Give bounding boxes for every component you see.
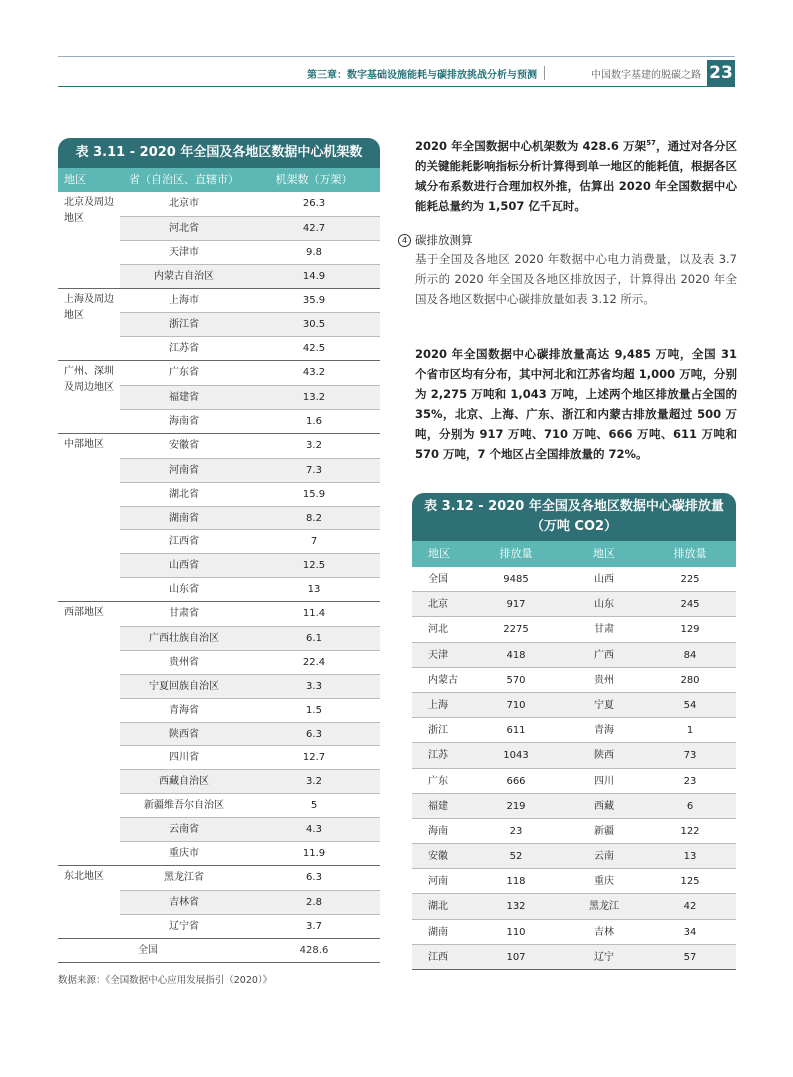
region-cell: 重庆 [594, 876, 614, 888]
province-cell: 山西省 [169, 560, 199, 572]
emission-cell: 1043 [503, 750, 529, 762]
region-group [58, 602, 380, 866]
rack-count-cell: 13.2 [302, 392, 326, 404]
rack-count-cell: 42.5 [302, 343, 326, 355]
region-cell: 海南 [428, 825, 448, 837]
table-row [120, 192, 380, 216]
table-row [120, 553, 380, 577]
table-3-12-body [412, 567, 736, 970]
region-cell: 湖南 [428, 926, 448, 938]
table-row [120, 841, 380, 865]
page-header [58, 60, 735, 86]
table-row [120, 385, 380, 409]
emission-cell: 122 [680, 825, 700, 837]
province-cell: 甘肃省 [169, 608, 199, 620]
region-name: 北京及周边地区 [64, 197, 114, 224]
emission-cell: 52 [509, 851, 523, 863]
emission-cell: 107 [506, 951, 526, 963]
table-row [120, 506, 380, 530]
table-row [120, 650, 380, 674]
rack-count-cell: 11.4 [302, 608, 326, 620]
province-cell: 江苏省 [169, 343, 199, 355]
rack-count-cell: 35.9 [302, 294, 326, 306]
rack-count-cell: 26.3 [302, 198, 326, 209]
province-cell: 河北省 [169, 222, 199, 234]
province-cell: 河南省 [169, 464, 199, 476]
table-row [412, 945, 736, 970]
region-rows [120, 866, 380, 938]
table-3-11-header [58, 168, 380, 192]
column-header-region-2: 地区 [593, 547, 615, 560]
rack-count-cell: 22.4 [302, 656, 326, 668]
emission-cell: 2275 [503, 624, 529, 636]
rack-count-cell: 1.6 [306, 416, 322, 428]
table-row [412, 693, 736, 718]
emission-cell: 666 [506, 775, 526, 787]
province-cell: 内蒙古自治区 [154, 270, 214, 282]
rack-count-cell: 1.5 [306, 704, 322, 716]
subsection-heading [398, 232, 473, 248]
table-row [120, 914, 380, 938]
rack-count-cell: 3.2 [306, 776, 322, 788]
footnote-ref: 57 [646, 139, 656, 147]
region-cell: 新疆 [594, 825, 614, 837]
province-cell: 新疆维吾尔自治区 [144, 800, 224, 812]
table-row [120, 336, 380, 360]
emission-cell: 54 [683, 699, 697, 711]
paragraph-carbon-results: 2020 年全国数据中心碳排放量高达 9,485 万吨，全国 31 个省市区均有分布，其中河北和江苏省均超 1,000 万吨，分别为 2,275 万吨和 1,043 万吨，上述两个地区排放量占全国的 35%，北京、上海、广东、浙江和内蒙古排放量超过 500 万吨，分别为 917 万吨、710 万吨、666 万吨、611 万吨和 570 万吨，7 个地区占全国排放量的 72%。 [415, 347, 737, 461]
rack-count-cell: 3.3 [306, 680, 322, 692]
province-cell: 吉林省 [169, 896, 199, 908]
table-row [120, 240, 380, 264]
region-cell: 天津 [428, 649, 448, 661]
province-cell: 山东省 [169, 584, 199, 596]
rack-count-cell: 8.2 [306, 512, 322, 524]
rack-count-cell: 3.7 [306, 920, 322, 932]
table-3-11-title: 表 3.11 - 2020 年全国及各地区数据中心机架数 [58, 138, 380, 168]
province-cell: 四川省 [169, 752, 199, 764]
table-3-12-title-line1: 表 3.12 - 2020 年全国及各地区数据中心碳排放量 [424, 499, 724, 514]
rack-count-cell: 6.3 [306, 728, 322, 740]
table-row [412, 869, 736, 894]
province-cell: 北京市 [169, 198, 199, 209]
rack-count-cell: 6.1 [306, 633, 322, 645]
emission-cell: 23 [683, 775, 697, 787]
region-rows [120, 289, 380, 361]
region-name: 西部地区 [64, 607, 104, 619]
table-row [412, 844, 736, 869]
province-cell: 贵州省 [169, 656, 199, 668]
column-header-province: 省（自治区、直辖市） [129, 173, 239, 186]
region-cell: 辽宁 [594, 951, 614, 963]
region-cell: 青海 [594, 725, 614, 737]
paragraph-carbon-method: 基于全国及各地区 2020 年数据中心电力消费量，以及表 3.7 所示的 2020 年全国及各地区排放因子，计算得出 2020 年全国及各地区数据中心碳排放量如表 3.12 所示。 [415, 252, 737, 306]
rack-count-cell: 6.3 [306, 871, 322, 883]
table-row [120, 434, 380, 458]
province-cell: 浙江省 [169, 319, 199, 331]
region-group [58, 192, 380, 289]
subsection-number: 4 [398, 234, 411, 247]
region-group [58, 289, 380, 362]
table-row [412, 920, 736, 945]
region-cell: 山东 [594, 599, 614, 611]
table-row [120, 409, 380, 433]
province-cell: 海南省 [169, 416, 199, 428]
table-row [120, 626, 380, 650]
column-header-region: 地区 [64, 173, 86, 186]
emission-cell: 917 [506, 599, 526, 611]
table-row [120, 722, 380, 746]
table-row [412, 718, 736, 743]
table-row [412, 617, 736, 642]
table-row [120, 289, 380, 313]
province-cell: 广西壮族自治区 [149, 633, 219, 645]
region-cell: 山西 [594, 574, 614, 585]
rack-count-cell: 5 [310, 800, 318, 812]
rack-count-cell: 42.7 [302, 222, 326, 234]
column-header-emission-1: 排放量 [499, 547, 533, 560]
rack-count-cell: 9.8 [306, 246, 322, 258]
province-cell: 上海市 [169, 294, 199, 306]
emission-cell: 57 [683, 951, 697, 963]
region-cell: 浙江 [428, 725, 448, 737]
emission-cell: 34 [683, 926, 697, 938]
region-cell: 贵州 [594, 674, 614, 686]
province-cell: 云南省 [169, 824, 199, 836]
region-cell: 广东 [428, 775, 448, 787]
paragraph-racks-text: 2020 年全国数据中心机架数为 428.6 万架 [415, 138, 647, 153]
region-group [58, 361, 380, 434]
data-source-note: 数据来源：《全国数据中心应用发展指引（2020）》 [58, 975, 273, 986]
table-3-11-body [58, 192, 380, 939]
emission-cell: 245 [680, 599, 700, 611]
table-row [412, 567, 736, 592]
table-3-12-title [412, 493, 736, 541]
rack-count-cell: 2.8 [306, 896, 322, 908]
table-row [412, 794, 736, 819]
table-row [120, 866, 380, 890]
table-row [120, 745, 380, 769]
rack-count-cell: 12.5 [302, 560, 326, 572]
province-cell: 湖南省 [169, 512, 199, 524]
emission-cell: 9485 [503, 574, 529, 585]
emission-cell: 418 [506, 649, 526, 661]
emission-cell: 280 [680, 674, 700, 686]
region-group [58, 866, 380, 939]
region-rows [120, 361, 380, 433]
region-cell: 西藏 [594, 800, 614, 812]
region-rows [120, 434, 380, 601]
province-cell: 青海省 [169, 704, 199, 716]
table-3-11-total-row [58, 939, 380, 963]
rack-count-cell: 30.5 [302, 319, 326, 331]
total-label: 全国 [138, 944, 158, 956]
region-cell: 江西 [428, 951, 448, 963]
table-row [120, 312, 380, 336]
total-value: 428.6 [299, 944, 329, 956]
subsection-title: 碳排放测算 [415, 233, 473, 247]
page-number: 23 [707, 60, 735, 86]
table-row [120, 817, 380, 841]
table-row [412, 743, 736, 768]
table-row [120, 458, 380, 482]
province-cell: 辽宁省 [169, 920, 199, 932]
emission-cell: 13 [683, 851, 697, 863]
region-name: 东北地区 [64, 870, 104, 882]
table-row [120, 216, 380, 240]
region-name: 上海及周边地区 [64, 293, 114, 321]
region-cell: 全国 [428, 574, 448, 585]
table-3-12 [412, 493, 736, 970]
table-row [120, 769, 380, 793]
emission-cell: 710 [506, 699, 526, 711]
region-cell: 河南 [428, 876, 448, 888]
region-rows [120, 602, 380, 865]
emission-cell: 84 [683, 649, 697, 661]
table-row [412, 894, 736, 919]
rack-count-cell: 4.3 [306, 824, 322, 836]
column-header-region-1: 地区 [428, 547, 450, 560]
emission-cell: 219 [506, 800, 526, 812]
table-row [120, 890, 380, 914]
emission-cell: 42 [683, 901, 697, 913]
region-cell: 湖北 [428, 901, 448, 913]
emission-cell: 611 [506, 725, 526, 737]
header-separator [544, 66, 545, 80]
emission-cell: 125 [680, 876, 700, 888]
table-row [412, 819, 736, 844]
chapter-title: 第三章：数字基础设施能耗与碳排放挑战分析与预测 [307, 70, 537, 81]
rack-count-cell: 14.9 [302, 270, 326, 282]
region-cell: 江苏 [428, 750, 448, 762]
table-row [412, 668, 736, 693]
table-row [120, 674, 380, 698]
table-row [120, 577, 380, 601]
region-cell: 云南 [594, 851, 614, 863]
emission-cell: 23 [509, 825, 523, 837]
table-row [412, 643, 736, 668]
province-cell: 黑龙江省 [164, 871, 204, 883]
paragraph-racks-text-rest: ，通过对各分区的关键能耗影响指标分析计算得到单一地区的能耗值，根据各区域分布系数进行合理加权外推，估算出 2020 年全国数据中心能耗总量约为 1,507 亿千瓦时。 [415, 138, 737, 213]
table-row [120, 264, 380, 288]
province-cell: 湖北省 [169, 488, 199, 500]
header-bottom-rule [58, 86, 735, 87]
table-row [120, 529, 380, 553]
region-cell: 内蒙古 [428, 674, 458, 686]
column-header-emission-2: 排放量 [673, 547, 707, 560]
rack-count-cell: 7.3 [306, 464, 322, 476]
header-top-rule [58, 56, 735, 57]
province-cell: 天津市 [169, 246, 199, 258]
emission-cell: 132 [506, 901, 526, 913]
province-cell: 广东省 [169, 367, 199, 379]
emission-cell: 570 [506, 674, 526, 686]
province-cell: 西藏自治区 [159, 776, 209, 788]
emission-cell: 118 [506, 876, 526, 888]
emission-cell: 129 [680, 624, 700, 636]
region-cell: 吉林 [594, 926, 614, 938]
table-row [120, 602, 380, 626]
province-cell: 福建省 [169, 392, 199, 404]
region-name: 广州、深圳及周边地区 [64, 366, 114, 394]
table-row [412, 592, 736, 617]
region-group [58, 434, 380, 602]
rack-count-cell: 12.7 [302, 752, 326, 764]
region-cell: 黑龙江 [589, 901, 619, 913]
table-3-12-header [412, 541, 736, 567]
emission-cell: 73 [683, 750, 697, 762]
province-cell: 陕西省 [169, 728, 199, 740]
region-cell: 四川 [594, 775, 614, 787]
table-row [412, 769, 736, 794]
table-row [120, 482, 380, 506]
region-cell: 甘肃 [594, 624, 614, 636]
region-cell: 上海 [428, 699, 448, 711]
province-cell: 重庆市 [169, 848, 199, 860]
emission-cell: 110 [506, 926, 526, 938]
rack-count-cell: 11.9 [302, 848, 326, 860]
region-cell: 河北 [428, 624, 448, 636]
province-cell: 江西省 [169, 536, 199, 548]
book-title: 中国数字基建的脱碳之路 [591, 70, 701, 81]
emission-cell: 6 [686, 800, 694, 812]
rack-count-cell: 7 [310, 536, 318, 548]
province-cell: 宁夏回族自治区 [149, 680, 219, 692]
region-cell: 北京 [428, 599, 448, 611]
region-cell: 安徽 [428, 851, 448, 863]
rack-count-cell: 43.2 [302, 367, 326, 379]
table-3-11 [58, 138, 380, 963]
emission-cell: 1 [686, 725, 694, 737]
region-cell: 广西 [594, 649, 614, 661]
emission-cell: 225 [680, 574, 700, 585]
table-3-12-title-line2: （万吨 CO2） [530, 519, 618, 534]
table-row [120, 698, 380, 722]
region-cell: 陕西 [594, 750, 614, 762]
rack-count-cell: 3.2 [306, 439, 322, 451]
table-row [120, 361, 380, 385]
region-name: 中部地区 [64, 438, 104, 450]
rack-count-cell: 13 [307, 584, 321, 596]
region-cell: 宁夏 [594, 699, 614, 711]
rack-count-cell: 15.9 [302, 488, 326, 500]
region-rows [120, 192, 380, 288]
column-header-racks: 机架数（万架） [275, 173, 353, 186]
province-cell: 安徽省 [169, 439, 199, 451]
paragraph-racks-energy [415, 133, 737, 216]
table-row [120, 793, 380, 817]
region-cell: 福建 [428, 800, 448, 812]
